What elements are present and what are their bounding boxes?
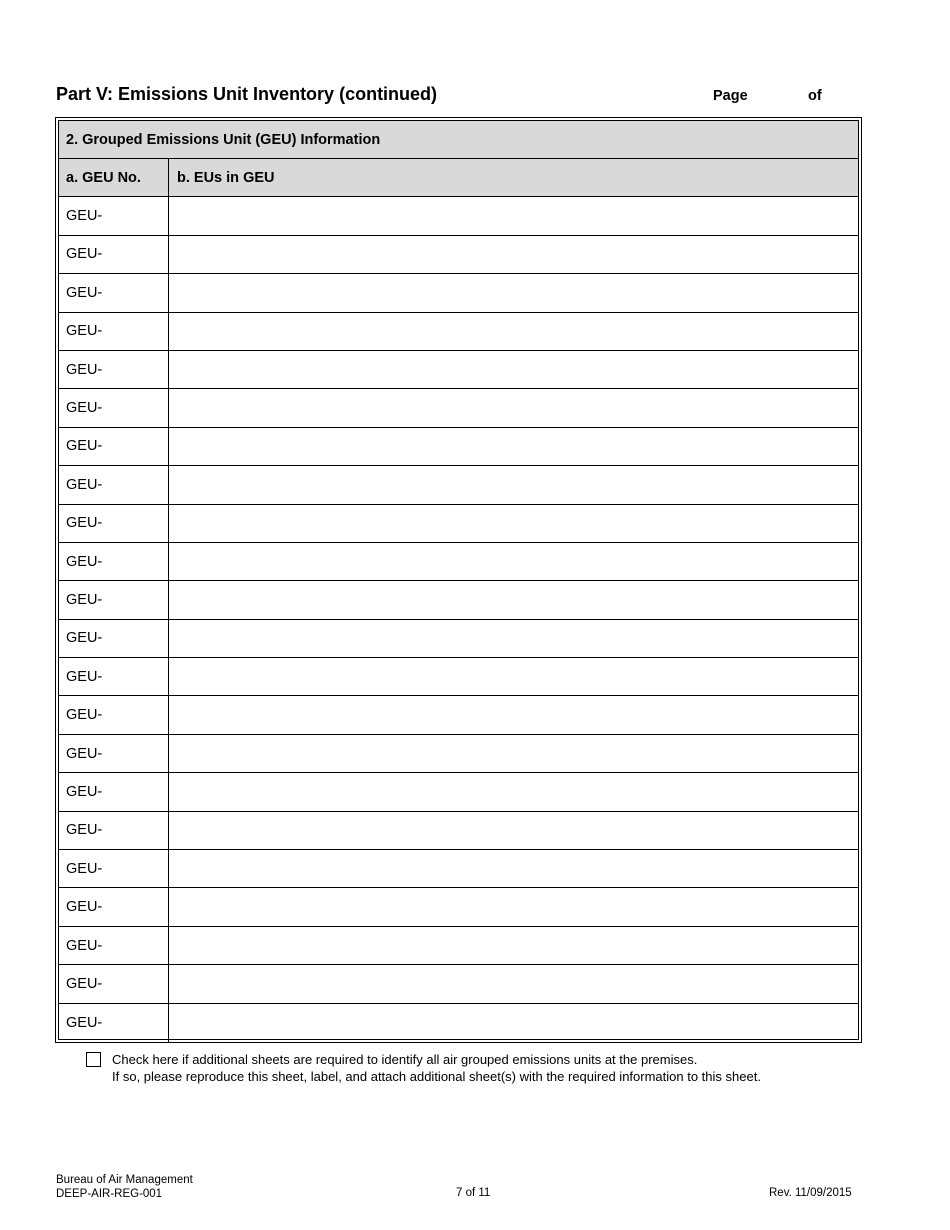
table-row <box>59 351 858 389</box>
geu-number-field[interactable]: GEU- <box>59 658 169 695</box>
eus-in-geu-field[interactable] <box>169 773 858 810</box>
eus-in-geu-field[interactable] <box>169 1004 858 1042</box>
geu-number-field[interactable]: GEU- <box>59 389 169 426</box>
table-row <box>59 812 858 850</box>
eus-in-geu-field[interactable] <box>169 236 858 273</box>
eus-in-geu-field[interactable] <box>169 965 858 1002</box>
footer-revision: Rev. 11/09/2015 <box>769 1187 852 1199</box>
geu-number-field[interactable]: GEU- <box>59 696 169 733</box>
eus-in-geu-field[interactable] <box>169 927 858 964</box>
eus-in-geu-field[interactable] <box>169 197 858 234</box>
table-row <box>59 197 858 235</box>
geu-number-field[interactable]: GEU- <box>59 581 169 618</box>
table-body <box>59 197 858 1042</box>
eus-in-geu-field[interactable] <box>169 313 858 350</box>
table-row <box>59 581 858 619</box>
eus-in-geu-field[interactable] <box>169 850 858 887</box>
geu-number-field[interactable]: GEU- <box>59 197 169 234</box>
eus-in-geu-field[interactable] <box>169 888 858 925</box>
table-row <box>59 428 858 466</box>
table-row <box>59 965 858 1003</box>
geu-number-field[interactable]: GEU- <box>59 812 169 849</box>
table-row <box>59 850 858 888</box>
eus-in-geu-field[interactable] <box>169 658 858 695</box>
geu-number-field[interactable]: GEU- <box>59 850 169 887</box>
table-row <box>59 505 858 543</box>
eus-in-geu-field[interactable] <box>169 389 858 426</box>
geu-number-field[interactable]: GEU- <box>59 505 169 542</box>
geu-number-field[interactable]: GEU- <box>59 351 169 388</box>
checkbox-instructions <box>112 1051 761 1085</box>
eus-in-geu-field[interactable] <box>169 543 858 580</box>
geu-form-table <box>55 117 862 1043</box>
geu-number-field[interactable]: GEU- <box>59 773 169 810</box>
geu-number-field[interactable]: GEU- <box>59 888 169 925</box>
table-row <box>59 888 858 926</box>
table-row <box>59 1004 858 1042</box>
table-row <box>59 696 858 734</box>
geu-number-field[interactable]: GEU- <box>59 620 169 657</box>
geu-number-field[interactable]: GEU- <box>59 236 169 273</box>
section-heading: 2. Grouped Emissions Unit (GEU) Information <box>59 121 858 159</box>
footer-org-block <box>56 1173 193 1201</box>
eus-in-geu-field[interactable] <box>169 428 858 465</box>
table-row <box>59 658 858 696</box>
footer-org: Bureau of Air Management <box>56 1174 193 1186</box>
col-b-header: b. EUs in GEU <box>177 169 275 186</box>
eus-in-geu-field[interactable] <box>169 696 858 733</box>
table-row <box>59 313 858 351</box>
table-row <box>59 773 858 811</box>
table-row <box>59 274 858 312</box>
footer-form-id: DEEP-AIR-REG-001 <box>56 1188 163 1200</box>
table-row <box>59 236 858 274</box>
geu-number-field[interactable]: GEU- <box>59 313 169 350</box>
table-row <box>59 927 858 965</box>
eus-in-geu-field[interactable] <box>169 620 858 657</box>
eus-in-geu-field[interactable] <box>169 274 858 311</box>
page-title: Part V: Emissions Unit Inventory (continued) <box>56 84 438 104</box>
geu-number-field[interactable]: GEU- <box>59 274 169 311</box>
table-row <box>59 543 858 581</box>
geu-number-field[interactable]: GEU- <box>59 735 169 772</box>
eus-in-geu-field[interactable] <box>169 735 858 772</box>
geu-number-field[interactable]: GEU- <box>59 927 169 964</box>
checkbox-line-1: Check here if additional sheets are required to identify all air grouped emissions units at the premises. <box>112 1052 698 1067</box>
eus-in-geu-field[interactable] <box>169 581 858 618</box>
geu-number-field[interactable]: GEU- <box>59 543 169 580</box>
eus-in-geu-field[interactable] <box>169 466 858 503</box>
eus-in-geu-field[interactable] <box>169 505 858 542</box>
geu-number-field[interactable]: GEU- <box>59 965 169 1002</box>
additional-sheets-checkbox[interactable] <box>86 1052 101 1067</box>
table-row <box>59 466 858 504</box>
eus-in-geu-field[interactable] <box>169 812 858 849</box>
column-header-row <box>59 159 858 197</box>
table-row <box>59 735 858 773</box>
footer-page-number: 7 of 11 <box>456 1187 491 1199</box>
geu-number-field[interactable]: GEU- <box>59 1004 169 1042</box>
checkbox-line-2: If so, please reproduce this sheet, label, and attach additional sheet(s) with the required information to this sheet. <box>112 1069 761 1084</box>
of-label: of <box>808 88 822 104</box>
geu-number-field[interactable]: GEU- <box>59 466 169 503</box>
geu-table-inner <box>58 120 859 1040</box>
col-a-header: a. GEU No. <box>59 159 169 196</box>
table-row <box>59 620 858 658</box>
page-label: Page <box>713 88 748 104</box>
geu-number-field[interactable]: GEU- <box>59 428 169 465</box>
table-row <box>59 389 858 427</box>
eus-in-geu-field[interactable] <box>169 351 858 388</box>
